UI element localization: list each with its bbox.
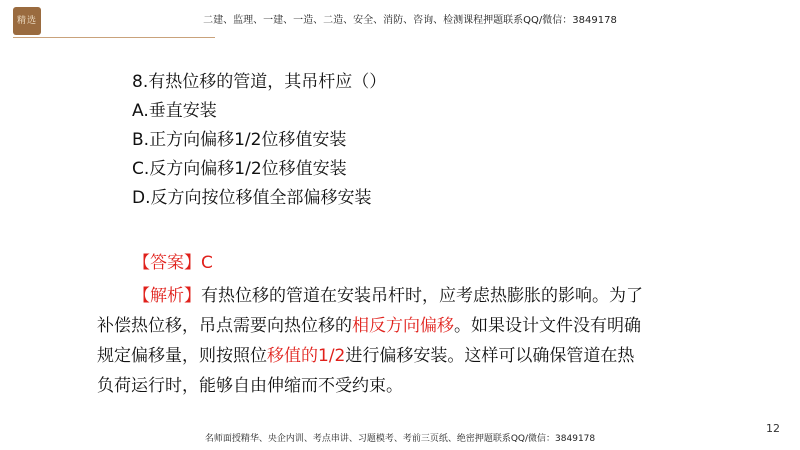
footer-contact-text: 名师面授精华、央企内训、考点串讲、习题模考、考前三页纸、绝密押题联系QQ/微信：3849178: [204, 434, 596, 444]
page-number: 12: [766, 422, 780, 435]
header-divider: [13, 37, 215, 38]
analysis-highlight-2: 移值的1/2: [267, 346, 346, 366]
question-block: [132, 68, 386, 213]
option-b: B.正方向偏移1/2位移值安装: [132, 130, 347, 150]
logo: 精选: [13, 7, 41, 35]
analysis-label: 【解析】: [133, 286, 201, 306]
analysis-highlight-1: 相反方向偏移: [352, 316, 454, 336]
option-c: C.反方向偏移1/2位移值安装: [132, 159, 347, 179]
analysis-paragraph: [97, 281, 649, 401]
analysis-text-2: 。如果设计文件没有明确规定偏移量，则按照位: [97, 316, 641, 366]
answer-line: 【答案】C: [133, 253, 213, 273]
option-d: D.反方向按位移值全部偏移安装: [132, 188, 372, 208]
question-stem: 8.有热位移的管道，其吊杆应（）: [132, 72, 387, 92]
analysis-text-3: 进行偏移安装。这样可以确保管道在热负荷运行时，能够自由伸缩而不受约束。: [97, 346, 635, 396]
analysis-text-1: 有热位移的管道在安装吊杆时，应考虑热膨胀的影响。为了补偿热位移，吊点需要向热位移的: [97, 286, 643, 336]
header-contact-text: 二建、监理、一建、一造、二造、安全、消防、咨询、检测课程押题联系QQ/微信：3849178: [203, 15, 617, 26]
option-a: A.垂直安装: [132, 101, 217, 121]
